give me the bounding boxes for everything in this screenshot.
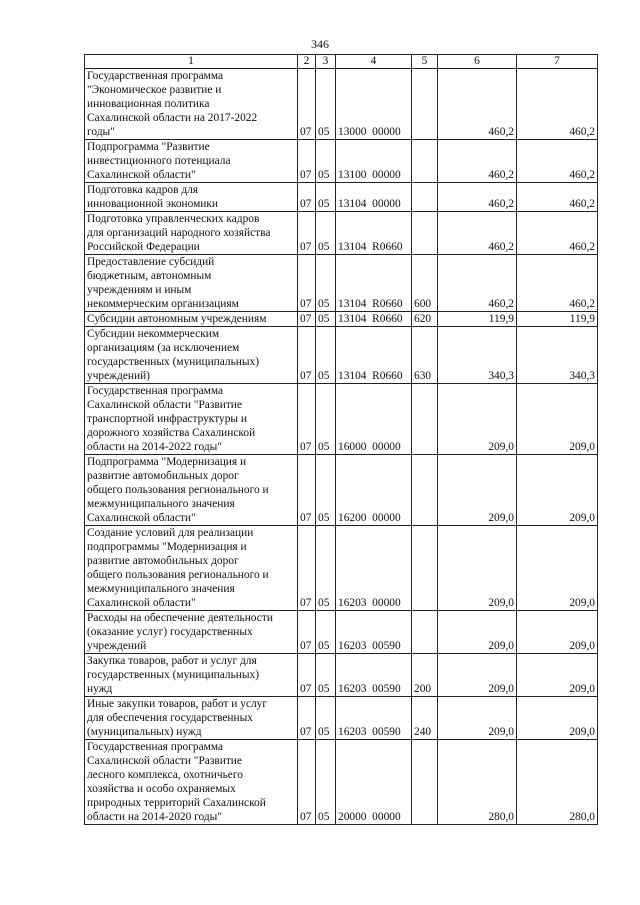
amount-column-6: 460,2 — [438, 69, 517, 140]
item-name: Подпрограмма "Развитие инвестиционного потенциала Сахалинской области" — [85, 140, 298, 183]
item-name: Расходы на обеспечение деятельности (оказание услуг) государственных учреждений — [85, 611, 298, 654]
column-header-1: 1 — [85, 55, 298, 69]
table-row — [85, 212, 598, 255]
amount-column-7: 280,0 — [517, 740, 598, 825]
table-row — [85, 384, 598, 455]
target-article-code: 13104 00000 — [336, 183, 412, 212]
section-code: 07 — [298, 327, 316, 384]
column-header-7: 7 — [517, 55, 598, 69]
subsection-code: 05 — [316, 526, 336, 611]
section-code: 07 — [298, 384, 316, 455]
subsection-code: 05 — [316, 69, 336, 140]
target-article-code: 13104 R0660 — [336, 327, 412, 384]
amount-column-7: 209,0 — [517, 611, 598, 654]
expense-type-code: 240 — [412, 697, 438, 740]
expense-type-code — [412, 212, 438, 255]
expense-type-code — [412, 455, 438, 526]
column-header-2: 2 — [298, 55, 316, 69]
section-code: 07 — [298, 697, 316, 740]
column-header-5: 5 — [412, 55, 438, 69]
table-row — [85, 611, 598, 654]
table-row — [85, 255, 598, 312]
target-article-code: 13104 R0660 — [336, 255, 412, 312]
budget-table — [84, 54, 598, 825]
amount-column-6: 460,2 — [438, 255, 517, 312]
amount-column-6: 280,0 — [438, 740, 517, 825]
amount-column-7: 119,9 — [517, 312, 598, 327]
item-name: Закупка товаров, работ и услуг для государственных (муниципальных) нужд — [85, 654, 298, 697]
item-name: Государственная программа Сахалинской области "Развитие лесного комплекса, охотничьего хозяйства и особо охраняемых природных территорий Сахалинской области на 2014-2020 годы" — [85, 740, 298, 825]
amount-column-7: 460,2 — [517, 255, 598, 312]
expense-type-code — [412, 611, 438, 654]
target-article-code: 16200 00000 — [336, 455, 412, 526]
section-code: 07 — [298, 183, 316, 212]
page-number: 346 — [311, 37, 329, 51]
section-code: 07 — [298, 212, 316, 255]
expense-type-code — [412, 526, 438, 611]
section-code: 07 — [298, 312, 316, 327]
amount-column-7: 209,0 — [517, 384, 598, 455]
amount-column-7: 460,2 — [517, 140, 598, 183]
table-row — [85, 455, 598, 526]
target-article-code: 20000 00000 — [336, 740, 412, 825]
amount-column-6: 460,2 — [438, 183, 517, 212]
section-code: 07 — [298, 526, 316, 611]
expense-type-code — [412, 740, 438, 825]
item-name: Подготовка кадров для инновационной экономики — [85, 183, 298, 212]
amount-column-6: 119,9 — [438, 312, 517, 327]
amount-column-7: 340,3 — [517, 327, 598, 384]
subsection-code: 05 — [316, 740, 336, 825]
item-name: Предоставление субсидий бюджетным, автономным учреждениям и иным некоммерческим организациям — [85, 255, 298, 312]
target-article-code: 13104 R0660 — [336, 212, 412, 255]
table-row — [85, 69, 598, 140]
section-code: 07 — [298, 611, 316, 654]
subsection-code: 05 — [316, 327, 336, 384]
target-article-code: 16203 00000 — [336, 526, 412, 611]
item-name: Государственная программа Сахалинской области "Развитие транспортной инфраструктуры и дорожного хозяйства Сахалинской области на 2014-2022 годы" — [85, 384, 298, 455]
subsection-code: 05 — [316, 140, 336, 183]
table-row — [85, 140, 598, 183]
table-row — [85, 654, 598, 697]
header-row — [85, 55, 598, 69]
table-row — [85, 526, 598, 611]
section-code: 07 — [298, 455, 316, 526]
table-row — [85, 312, 598, 327]
amount-column-7: 209,0 — [517, 697, 598, 740]
amount-column-6: 209,0 — [438, 611, 517, 654]
amount-column-6: 209,0 — [438, 697, 517, 740]
expense-type-code: 200 — [412, 654, 438, 697]
table-row — [85, 183, 598, 212]
amount-column-7: 460,2 — [517, 69, 598, 140]
item-name: Государственная программа "Экономическое развитие и инновационная политика Сахалинской области на 2017-2022 годы" — [85, 69, 298, 140]
expense-type-code: 600 — [412, 255, 438, 312]
section-code: 07 — [298, 255, 316, 312]
target-article-code: 13000 00000 — [336, 69, 412, 140]
amount-column-6: 209,0 — [438, 384, 517, 455]
table-row — [85, 740, 598, 825]
subsection-code: 05 — [316, 611, 336, 654]
section-code: 07 — [298, 140, 316, 183]
amount-column-6: 209,0 — [438, 526, 517, 611]
expense-type-code: 630 — [412, 327, 438, 384]
subsection-code: 05 — [316, 183, 336, 212]
column-header-6: 6 — [438, 55, 517, 69]
subsection-code: 05 — [316, 212, 336, 255]
subsection-code: 05 — [316, 312, 336, 327]
table-row — [85, 327, 598, 384]
target-article-code: 13104 R0660 — [336, 312, 412, 327]
item-name: Подпрограмма "Модернизация и развитие автомобильных дорог общего пользования регионального и межмуниципального значения Сахалинской области" — [85, 455, 298, 526]
amount-column-7: 460,2 — [517, 212, 598, 255]
subsection-code: 05 — [316, 384, 336, 455]
item-name: Субсидии некоммерческим организациям (за исключением государственных (муниципальных) учреждений) — [85, 327, 298, 384]
expense-type-code — [412, 140, 438, 183]
item-name: Иные закупки товаров, работ и услуг для обеспечения государственных (муниципальных) нужд — [85, 697, 298, 740]
amount-column-7: 460,2 — [517, 183, 598, 212]
amount-column-6: 460,2 — [438, 212, 517, 255]
item-name: Создание условий для реализации подпрограммы "Модернизация и развитие автомобильных дорог общего пользования регионального и межмуниципального значения Сахалинской области" — [85, 526, 298, 611]
section-code: 07 — [298, 69, 316, 140]
subsection-code: 05 — [316, 455, 336, 526]
section-code: 07 — [298, 740, 316, 825]
expense-type-code — [412, 384, 438, 455]
target-article-code: 13100 00000 — [336, 140, 412, 183]
amount-column-6: 209,0 — [438, 455, 517, 526]
expense-type-code: 620 — [412, 312, 438, 327]
subsection-code: 05 — [316, 654, 336, 697]
subsection-code: 05 — [316, 697, 336, 740]
subsection-code: 05 — [316, 255, 336, 312]
column-header-3: 3 — [316, 55, 336, 69]
amount-column-7: 209,0 — [517, 654, 598, 697]
target-article-code: 16000 00000 — [336, 384, 412, 455]
target-article-code: 16203 00590 — [336, 611, 412, 654]
amount-column-7: 209,0 — [517, 455, 598, 526]
amount-column-6: 460,2 — [438, 140, 517, 183]
target-article-code: 16203 00590 — [336, 697, 412, 740]
item-name: Подготовка управленческих кадров для организаций народного хозяйства Российской Федерации — [85, 212, 298, 255]
table-row — [85, 697, 598, 740]
amount-column-6: 209,0 — [438, 654, 517, 697]
item-name: Субсидии автономным учреждениям — [85, 312, 298, 327]
expense-type-code — [412, 183, 438, 212]
column-header-4: 4 — [336, 55, 412, 69]
target-article-code: 16203 00590 — [336, 654, 412, 697]
expense-type-code — [412, 69, 438, 140]
amount-column-7: 209,0 — [517, 526, 598, 611]
section-code: 07 — [298, 654, 316, 697]
amount-column-6: 340,3 — [438, 327, 517, 384]
